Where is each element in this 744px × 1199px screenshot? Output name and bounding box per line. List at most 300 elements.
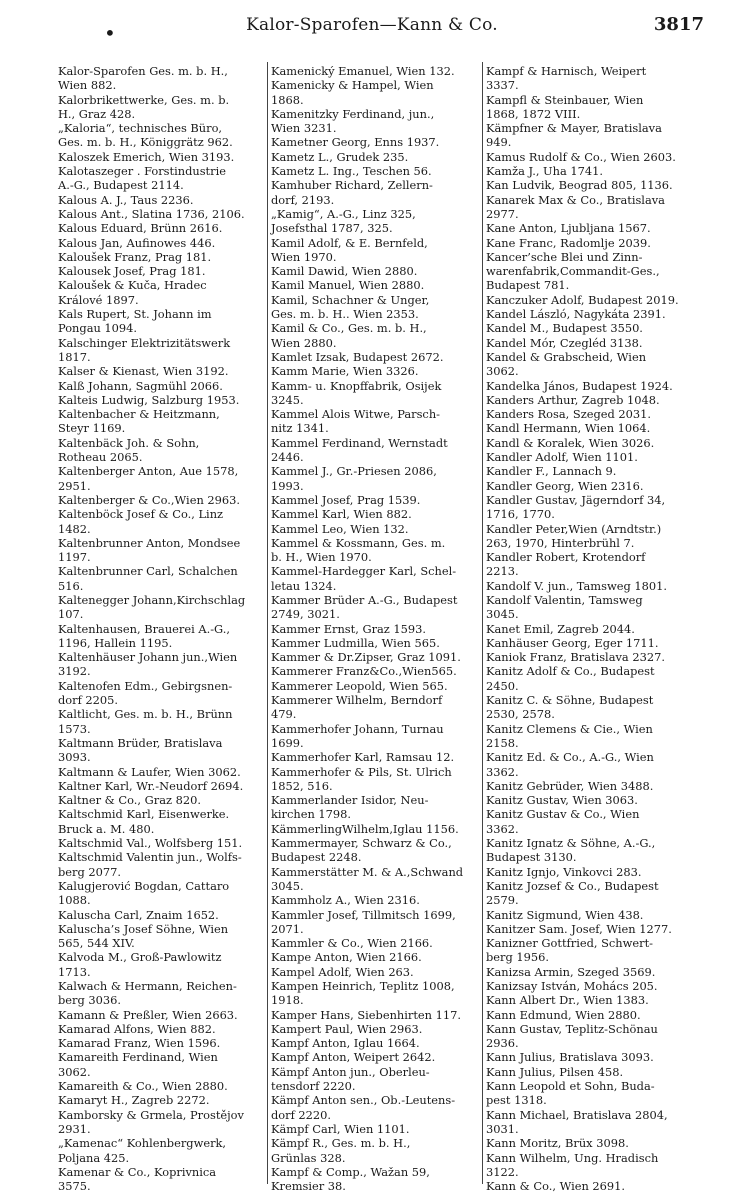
entry-line: Kammler Josef, Tillmitsch 1699,: [271, 907, 456, 922]
directory-entry: [486, 479, 692, 493]
directory-entry: [486, 1079, 692, 1108]
entry-line: Kanitz Ignatz & Söhne, A.-G.,: [486, 836, 656, 851]
entry-line: Kamus Rudolf & Co., Wien 2603.: [486, 149, 676, 164]
directory-entry: [271, 1065, 479, 1094]
directory-entry: [486, 436, 692, 450]
directory-entry: [271, 264, 479, 278]
entry-line: Kamil Adolf, & E. Bernfeld,: [271, 235, 428, 250]
entry-line: H., Graz 428.: [58, 106, 136, 121]
entry-line: Kanitz Jozsef & Co., Budapest: [486, 878, 659, 893]
entry-line: 2749, 3021.: [271, 607, 340, 622]
directory-entry: [271, 750, 479, 764]
entry-line: 1196, Hallein 1195.: [58, 635, 173, 650]
directory-entry: [58, 707, 264, 736]
entry-line: Kanitzer Sam. Josef, Wien 1277.: [486, 921, 672, 936]
entry-line: Kammholz A., Wien 2316.: [271, 893, 420, 908]
entry-line: Kalous Jan, Aufinowes 446.: [58, 235, 216, 250]
entry-line: Kanizsa Armin, Szeged 3569.: [486, 964, 656, 979]
entry-line: Kalteis Ludwig, Salzburg 1953.: [58, 392, 240, 407]
entry-line: Kandler Georg, Wien 2316.: [486, 478, 644, 493]
directory-entry: [58, 1036, 264, 1050]
directory-entry: [486, 1050, 692, 1064]
directory-entry: [486, 93, 692, 122]
entry-line: Kandler Adolf, Wien 1101.: [486, 450, 638, 465]
directory-entry: [271, 278, 479, 292]
entry-line: Kremsier 38.: [271, 1179, 346, 1194]
entry-line: Kaltner Karl, Wr.-Neudorf 2694.: [58, 778, 244, 793]
entry-line: Kammer & Dr.Zipser, Graz 1091.: [271, 650, 461, 665]
directory-entry: [486, 379, 692, 393]
entry-line: Kalorbrikettwerke, Ges. m. b.: [58, 92, 230, 107]
directory-entry: [58, 236, 264, 250]
entry-line: Kammer Ludmilla, Wien 565.: [271, 635, 440, 650]
directory-entry: [58, 836, 264, 850]
directory-entry: [58, 264, 264, 278]
entry-line: Kametner Georg, Enns 1937.: [271, 135, 440, 150]
entry-line: Kaluscha’s Josef Söhne, Wien: [58, 921, 229, 936]
directory-entry: [486, 908, 692, 922]
directory-entry: [58, 493, 264, 507]
entry-line: Kann Julius, Pilsen 458.: [486, 1064, 624, 1079]
directory-entry: [271, 908, 479, 937]
page-number: 3817: [653, 14, 704, 35]
entry-line: Kaltenhausen, Brauerei A.-G.,: [58, 621, 230, 636]
entry-line: 1868, 1872 VIII.: [486, 106, 581, 121]
directory-entry: [271, 135, 479, 149]
directory-entry: [271, 593, 479, 622]
entry-line: Kandel & Grabscheid, Wien: [486, 349, 647, 364]
entry-line: 3062.: [58, 1064, 91, 1079]
entry-line: Kanitz Ignjo, Vinkovci 283.: [486, 864, 642, 879]
entry-line: Kan Ludvik, Beograd 805, 1136.: [486, 178, 673, 193]
entry-line: berg 3036.: [58, 993, 121, 1008]
entry-line: 3337.: [486, 78, 519, 93]
directory-entry: [271, 979, 479, 1008]
directory-entry: [58, 278, 264, 307]
entry-line: Kampf & Comp., Wažan 59,: [271, 1164, 430, 1179]
entry-line: Kaltschmid Valentin jun., Wolfs-: [58, 850, 242, 865]
directory-entry: [58, 650, 264, 679]
entry-line: berg 1956.: [486, 950, 549, 965]
entry-line: Kandel M., Budapest 3550.: [486, 321, 643, 336]
directory-entry: [58, 1165, 264, 1194]
entry-line: Kämpf R., Ges. m. b. H.,: [271, 1136, 411, 1151]
entry-line: 1699.: [271, 735, 304, 750]
entry-line: Kaltenberger Anton, Aue 1578,: [58, 464, 239, 479]
entry-line: „Kamig“, A.-G., Linz 325,: [271, 206, 416, 221]
directory-entry: [58, 193, 264, 207]
entry-line: Kaltenofen Edm., Gebirgsnen-: [58, 678, 233, 693]
entry-line: Kaltenhäuser Johann jun.,Wien: [58, 650, 238, 665]
entry-line: Kammel Ferdinand, Wernstadt: [271, 435, 448, 450]
directory-entry: [486, 407, 692, 421]
entry-line: Kammer Brüder A.-G., Budapest: [271, 592, 458, 607]
entry-line: Kammerhofer & Pils, St. Ulrich: [271, 764, 452, 779]
directory-entry: [486, 622, 692, 636]
directory-entry: [271, 822, 479, 836]
directory-entry: [271, 1022, 479, 1036]
entry-line: Kamper Hans, Siebenhirten 117.: [271, 1007, 461, 1022]
directory-entry: [271, 78, 479, 107]
directory-entry: [486, 965, 692, 979]
directory-entry: [271, 207, 479, 236]
entry-line: kirchen 1798.: [271, 807, 352, 822]
entry-line: Kamm Marie, Wien 3326.: [271, 364, 419, 379]
directory-entry: [486, 150, 692, 164]
entry-line: Kann Michael, Bratislava 2804,: [486, 1107, 668, 1122]
entry-line: Kampel Adolf, Wien 263.: [271, 964, 414, 979]
page-header: [40, 14, 704, 44]
directory-entry: [486, 221, 692, 235]
entry-line: Kann Leopold et Sohn, Buda-: [486, 1079, 655, 1094]
entry-line: Kammel Alois Witwe, Parsch-: [271, 407, 441, 422]
directory-entry: [271, 107, 479, 136]
directory-entry: [58, 121, 264, 150]
entry-line: Kandler Gustav, Jägerndorf 34,: [486, 492, 666, 507]
entry-line: Kanitz Adolf & Co., Budapest: [486, 664, 655, 679]
entry-line: 1482.: [58, 521, 91, 536]
entry-line: 3122.: [486, 1164, 519, 1179]
directory-entry: [58, 379, 264, 393]
directory-entry: [486, 450, 692, 464]
column-divider: [482, 62, 483, 1184]
entry-line: Kanet Emil, Zagreb 2044.: [486, 621, 635, 636]
entry-line: Kalous Eduard, Brünn 2616.: [58, 221, 223, 236]
directory-column-3: [486, 64, 692, 1194]
entry-line: Budapest 781.: [486, 278, 570, 293]
entry-line: dorf, 2193.: [271, 192, 335, 207]
entry-line: Kammler & Co., Wien 2166.: [271, 936, 433, 951]
directory-entry: [58, 464, 264, 493]
entry-line: Kamarad Alfons, Wien 882.: [58, 1021, 216, 1036]
directory-entry: [58, 1050, 264, 1079]
directory-entry: [271, 564, 479, 593]
directory-entry: [486, 307, 692, 321]
entry-line: Kämpf Anton sen., Ob.-Leutens-: [271, 1093, 456, 1108]
entry-line: 1868.: [271, 92, 304, 107]
directory-entry: [58, 407, 264, 436]
entry-line: Kampf Anton, Weipert 2642.: [271, 1050, 436, 1065]
directory-entry: [486, 807, 692, 836]
directory-entry: [271, 793, 479, 822]
entry-line: Kalwach & Hermann, Reichen-: [58, 979, 237, 993]
directory-entry: [271, 679, 479, 693]
directory-entry: [486, 1179, 692, 1193]
entry-line: Kandel Mór, Czegléd 3138.: [486, 335, 643, 350]
directory-entry: [271, 693, 479, 722]
entry-line: dorf 2205.: [58, 693, 119, 708]
directory-entry: [58, 850, 264, 879]
entry-line: Kaltmann Brüder, Bratislava: [58, 735, 223, 750]
entry-line: 2579.: [486, 893, 519, 908]
entry-line: Budapest 3130.: [486, 850, 577, 865]
directory-entry: [271, 293, 479, 322]
directory-entry: [486, 636, 692, 650]
entry-line: Kamenar & Co., Koprivnica: [58, 1164, 217, 1179]
directory-entry: [486, 293, 692, 307]
directory-entry: [58, 908, 264, 922]
directory-entry: [58, 1093, 264, 1107]
entry-line: Budapest 2248.: [271, 850, 362, 865]
entry-line: Grünlas 328.: [271, 1150, 346, 1165]
directory-entry: [58, 64, 264, 93]
directory-entry: [271, 350, 479, 364]
directory-entry: [486, 193, 692, 222]
entry-line: Josefsthal 1787, 325.: [271, 221, 393, 236]
entry-line: Kammel & Kossmann, Ges. m.: [271, 535, 446, 550]
entry-line: Kamann & Preßler, Wien 2663.: [58, 1007, 238, 1022]
entry-line: Kalous Ant., Slatina 1736, 2106.: [58, 206, 245, 221]
entry-line: 1993.: [271, 478, 304, 493]
entry-line: 3062.: [486, 364, 519, 379]
entry-line: Bruck a. M. 480.: [58, 821, 155, 836]
directory-entry: [486, 750, 692, 779]
directory-entry: [58, 879, 264, 908]
directory-entry: [271, 1136, 479, 1165]
entry-line: 479.: [271, 707, 297, 722]
directory-entry: [271, 1093, 479, 1122]
entry-line: Kanitz Clemens & Cie., Wien: [486, 721, 653, 736]
directory-entry: [271, 150, 479, 164]
entry-line: 3192.: [58, 664, 91, 679]
entry-line: Kamm- u. Knopffabrik, Osijek: [271, 378, 442, 393]
directory-entry: [486, 836, 692, 865]
running-title: Kalor-Sparofen—Kann & Co.: [246, 15, 498, 35]
directory-entry: [58, 1022, 264, 1036]
directory-entry: [486, 464, 692, 478]
directory-entry: [58, 1136, 264, 1165]
entry-line: Kampe Anton, Wien 2166.: [271, 950, 422, 965]
entry-line: Kalß Johann, Sagmühl 2066.: [58, 378, 223, 393]
directory-entry: [58, 336, 264, 365]
directory-entry: [58, 1079, 264, 1093]
directory-entry: [271, 522, 479, 536]
entry-line: Kann Albert Dr., Wien 1383.: [486, 993, 649, 1008]
entry-line: Kaltenbäck Joh. & Sohn,: [58, 435, 200, 450]
entry-line: Kalschinger Elektrizitätswerk: [58, 335, 231, 350]
entry-line: Kammer Ernst, Graz 1593.: [271, 621, 427, 636]
entry-line: Kann Moritz, Brüx 3098.: [486, 1136, 629, 1151]
entry-line: 263, 1970, Hinterbrühl 7.: [486, 535, 635, 550]
directory-entry: [271, 765, 479, 794]
header-bullet: •: [104, 21, 116, 45]
entry-line: Wien 882.: [58, 78, 117, 93]
entry-line: Kammerer Leopold, Wien 565.: [271, 678, 448, 693]
directory-entry: [271, 1036, 479, 1050]
entry-line: Kaltschmid Karl, Eisenwerke.: [58, 807, 230, 822]
directory-entry: [486, 793, 692, 807]
directory-entry: [486, 421, 692, 435]
entry-line: Kandolf Valentin, Tamsweg: [486, 592, 643, 607]
entry-line: 2450.: [486, 678, 519, 693]
directory-entry: [486, 664, 692, 693]
entry-line: Kamil Dawid, Wien 2880.: [271, 264, 418, 279]
directory-entry: [271, 664, 479, 678]
directory-entry: [271, 464, 479, 493]
entry-line: 1852, 516.: [271, 778, 333, 793]
entry-line: Kamaryt H., Zagreb 2272.: [58, 1093, 210, 1108]
directory-entry: [58, 507, 264, 536]
directory-entry: [271, 1122, 479, 1136]
entry-line: Kaltner & Co., Graz 820.: [58, 793, 201, 808]
entry-line: Rotheau 2065.: [58, 450, 143, 465]
entry-line: 3245.: [271, 392, 304, 407]
entry-line: Kametz L. Ing., Teschen 56.: [271, 164, 432, 179]
entry-line: Kammermayer, Schwarz & Co.,: [271, 836, 452, 851]
directory-entry: [271, 407, 479, 436]
directory-entry: [486, 579, 692, 593]
entry-line: 3031.: [486, 1121, 519, 1136]
entry-line: Kanczuker Adolf, Budapest 2019.: [486, 292, 679, 307]
entry-line: Kämpfner & Mayer, Bratislava: [486, 121, 662, 136]
entry-line: Pongau 1094.: [58, 321, 138, 336]
directory-entry: [486, 550, 692, 579]
entry-line: Kamareith & Co., Wien 2880.: [58, 1079, 228, 1094]
entry-line: 3045.: [271, 878, 304, 893]
entry-line: Poljana 425.: [58, 1150, 130, 1165]
entry-line: Kaniok Franz, Bratislava 2327.: [486, 650, 665, 665]
entry-line: 3362.: [486, 821, 519, 836]
entry-line: Kanhäuser Georg, Eger 1711.: [486, 635, 659, 650]
entry-line: Kammerer Franz&Co.,Wien565.: [271, 664, 457, 679]
directory-entry: [486, 336, 692, 350]
entry-line: tensdorf 2220.: [271, 1079, 356, 1094]
entry-line: Kaltmann & Laufer, Wien 3062.: [58, 764, 241, 779]
directory-entry: [271, 321, 479, 350]
entry-line: Kammerstätter M. & A.,Schwand: [271, 864, 464, 879]
directory-entry: [486, 1022, 692, 1051]
entry-line: Kanitz C. & Söhne, Budapest: [486, 693, 654, 708]
entry-line: Kann Wilhelm, Ung. Hradisch: [486, 1150, 659, 1165]
entry-line: Kammerhofer Karl, Ramsau 12.: [271, 750, 455, 765]
entry-line: Kandl & Koralek, Wien 3026.: [486, 435, 655, 450]
entry-line: 1918.: [271, 993, 304, 1008]
entry-line: Kalvoda M., Groß-Pawlowitz: [58, 950, 222, 965]
entry-line: nitz 1341.: [271, 421, 329, 436]
directory-column-2: [271, 64, 479, 1194]
entry-line: 1713.: [58, 964, 91, 979]
entry-line: Kanizner Gottfried, Schwert-: [486, 936, 653, 951]
entry-line: dorf 2220.: [271, 1107, 332, 1122]
entry-line: Kann Gustav, Teplitz-Schönau: [486, 1021, 658, 1036]
directory-entry: [271, 236, 479, 265]
directory-entry: [58, 807, 264, 836]
entry-line: Kalor-Sparofen Ges. m. b. H.,: [58, 64, 228, 78]
entry-line: Kaltenbacher & Heitzmann,: [58, 407, 220, 422]
directory-entry: [58, 622, 264, 651]
entry-line: Kamenický Emanuel, Wien 132.: [271, 64, 455, 78]
entry-line: 949.: [486, 135, 512, 150]
entry-line: Kalugjerović Bogdan, Cattaro: [58, 878, 230, 893]
directory-entry: [486, 865, 692, 879]
entry-line: 2213.: [486, 564, 519, 579]
entry-line: berg 2077.: [58, 864, 121, 879]
entry-line: Kanizsay István, Mohács 205.: [486, 979, 658, 993]
entry-line: Kanders Arthur, Zagreb 1048.: [486, 392, 660, 407]
directory-entry: [271, 836, 479, 865]
directory-entry: [58, 736, 264, 765]
entry-line: Kaltenberger & Co.,Wien 2963.: [58, 492, 241, 507]
entry-line: Kaltenböck Josef & Co., Linz: [58, 507, 224, 522]
entry-line: 516.: [58, 578, 84, 593]
entry-line: Kandler F., Lannach 9.: [486, 464, 617, 479]
directory-entry: [58, 679, 264, 708]
entry-line: Kampen Heinrich, Teplitz 1008,: [271, 979, 455, 993]
entry-line: Kaltenbrunner Carl, Schalchen: [58, 564, 238, 579]
entry-line: 1197.: [58, 550, 91, 565]
directory-entry: [58, 564, 264, 593]
directory-entry: [58, 779, 264, 793]
directory-entry: [58, 164, 264, 193]
entry-line: Ges. m. b. H.. Wien 2353.: [271, 307, 419, 322]
directory-entry: [271, 936, 479, 950]
entry-line: 3093.: [58, 750, 91, 765]
entry-line: Kammerhofer Johann, Turnau: [271, 721, 444, 736]
entry-line: Wien 2880.: [271, 335, 337, 350]
directory-entry: [271, 64, 479, 78]
directory-column-1: [58, 64, 264, 1194]
entry-line: Kandler Robert, Krotendorf: [486, 550, 646, 565]
directory-entry: [486, 393, 692, 407]
directory-entry: [58, 793, 264, 807]
directory-entry: [271, 1050, 479, 1064]
entry-line: Steyr 1169.: [58, 421, 126, 436]
entry-line: Ges. m. b. H., Königgrätz 962.: [58, 135, 233, 150]
directory-entry: [58, 93, 264, 122]
entry-line: Kametz L., Grudek 235.: [271, 149, 409, 164]
entry-line: Kanders Rosa, Szeged 2031.: [486, 407, 651, 422]
directory-entry: [486, 593, 692, 622]
entry-line: Kammel-Hardegger Karl, Schel-: [271, 564, 457, 579]
entry-line: Kandler Peter,Wien (Arndtstr.): [486, 521, 662, 536]
entry-line: Kaltlicht, Ges. m. b. H., Brünn: [58, 707, 233, 722]
entry-line: Wien 1970.: [271, 249, 337, 264]
directory-entry: [486, 522, 692, 551]
directory-entry: [58, 765, 264, 779]
directory-entry: [271, 1165, 479, 1194]
entry-line: Kann & Co., Wien 2691.: [486, 1179, 626, 1194]
directory-entry: [271, 622, 479, 636]
directory-entry: [58, 221, 264, 235]
directory-entry: [486, 922, 692, 936]
directory-entry: [271, 1008, 479, 1022]
directory-entry: [271, 965, 479, 979]
directory-entry: [58, 1108, 264, 1137]
entry-line: b. H., Wien 1970.: [271, 550, 372, 565]
entry-line: letau 1324.: [271, 578, 337, 593]
entry-line: Kammel Josef, Prag 1539.: [271, 492, 421, 507]
directory-entry: [486, 722, 692, 751]
directory-entry: [486, 178, 692, 192]
directory-entry: [486, 979, 692, 993]
entry-line: Kamža J., Uha 1741.: [486, 164, 604, 179]
entry-line: Kaloušek & Kuča, Hradec: [58, 278, 207, 293]
entry-line: 3362.: [486, 764, 519, 779]
directory-entry: [271, 178, 479, 207]
entry-line: warenfabrik,Commandit-Ges.,: [486, 264, 660, 279]
entry-line: Kane Anton, Ljubljana 1567.: [486, 221, 651, 236]
entry-line: 3045.: [486, 607, 519, 622]
directory-entry: [271, 636, 479, 650]
entry-line: Kaltschmid Val., Wolfsberg 151.: [58, 836, 243, 851]
entry-line: 1573.: [58, 721, 91, 736]
entry-line: 565, 544 XIV.: [58, 936, 135, 951]
entry-line: Kampfl & Steinbauer, Wien: [486, 92, 644, 107]
entry-line: „Kaloria“, technisches Büro,: [58, 121, 223, 136]
entry-line: Kaltenegger Johann,Kirchschlag: [58, 592, 246, 607]
entry-line: A.-G., Budapest 2114.: [58, 178, 184, 193]
entry-line: Kandl Hermann, Wien 1064.: [486, 421, 651, 436]
